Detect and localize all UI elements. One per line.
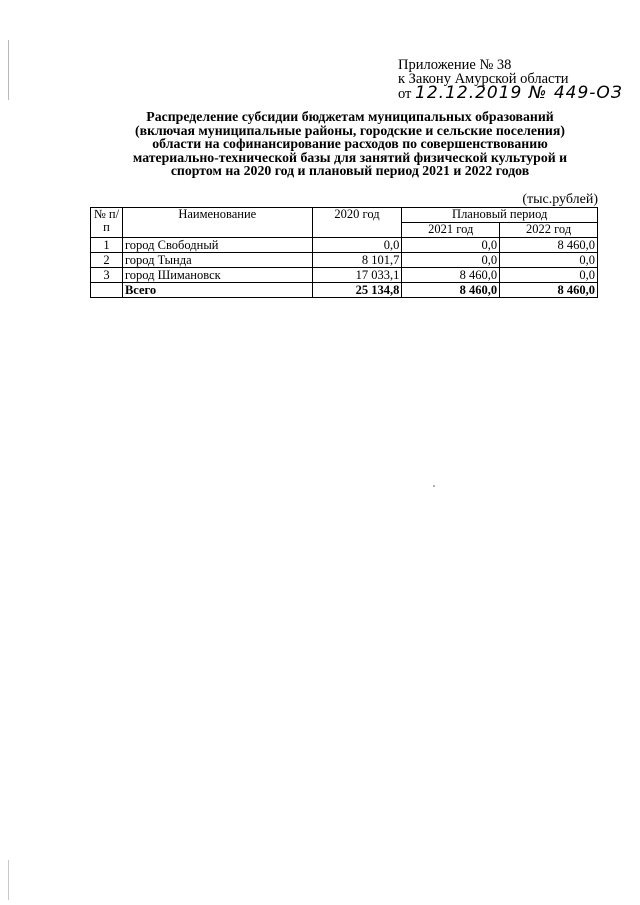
row-2021: 0,0 [402, 238, 500, 253]
header-2021: 2021 год [402, 223, 500, 238]
header-plan-period: Плановый период [402, 208, 598, 223]
header-name: Наименование [122, 208, 312, 238]
title-line: области на софинансирование расходов по совершенствованию [152, 136, 548, 152]
title-line: спортом на 2020 год и плановый период 2021 и 2022 годов [170, 163, 530, 179]
header-2022: 2022 год [500, 223, 598, 238]
row-2022: 0,0 [500, 268, 598, 283]
appendix-date-line [398, 83, 623, 103]
header-2020: 2020 год [312, 208, 402, 238]
appendix-law: к Закону Амурской области [398, 71, 569, 87]
table-row [91, 253, 598, 268]
appendix-from-label: от [398, 86, 412, 102]
row-name: город Тында [122, 253, 312, 268]
total-2020: 25 134,8 [312, 283, 402, 298]
row-num: 1 [91, 238, 123, 253]
subsidy-table [90, 207, 598, 298]
handwritten-date-number: 12.12.2019 № 449-ОЗ [415, 83, 623, 103]
row-2022: 0,0 [500, 253, 598, 268]
row-name: город Свободный [122, 238, 312, 253]
table-row [91, 238, 598, 253]
header-num: № п/п [91, 208, 123, 238]
total-num-cell [91, 283, 123, 298]
units-label: (тыс.рублей) [522, 192, 598, 207]
scan-speck [433, 485, 435, 487]
row-num: 2 [91, 253, 123, 268]
row-name: город Шимановск [122, 268, 312, 283]
title-line: материально-технической базы для занятий физической культурой и [132, 149, 568, 165]
row-2020: 0,0 [312, 238, 402, 253]
document-title [90, 110, 610, 178]
scan-edge-line [8, 860, 9, 900]
scan-edge-line [8, 40, 9, 100]
row-2020: 17 033,1 [312, 268, 402, 283]
table-total-row [91, 283, 598, 298]
title-line: Распределение субсидии бюджетам муниципальных образований [146, 109, 554, 124]
appendix-number: Приложение № 38 [398, 57, 512, 73]
row-num: 3 [91, 268, 123, 283]
total-2022: 8 460,0 [500, 283, 598, 298]
total-2021: 8 460,0 [402, 283, 500, 298]
appendix-header [398, 58, 623, 101]
row-2021: 0,0 [402, 253, 500, 268]
row-2021: 8 460,0 [402, 268, 500, 283]
table-row [91, 268, 598, 283]
title-line: (включая муниципальные районы, городские и сельские поселения) [135, 122, 565, 138]
total-label: Всего [122, 283, 312, 298]
row-2020: 8 101,7 [312, 253, 402, 268]
row-2022: 8 460,0 [500, 238, 598, 253]
table-header-row [91, 208, 598, 223]
